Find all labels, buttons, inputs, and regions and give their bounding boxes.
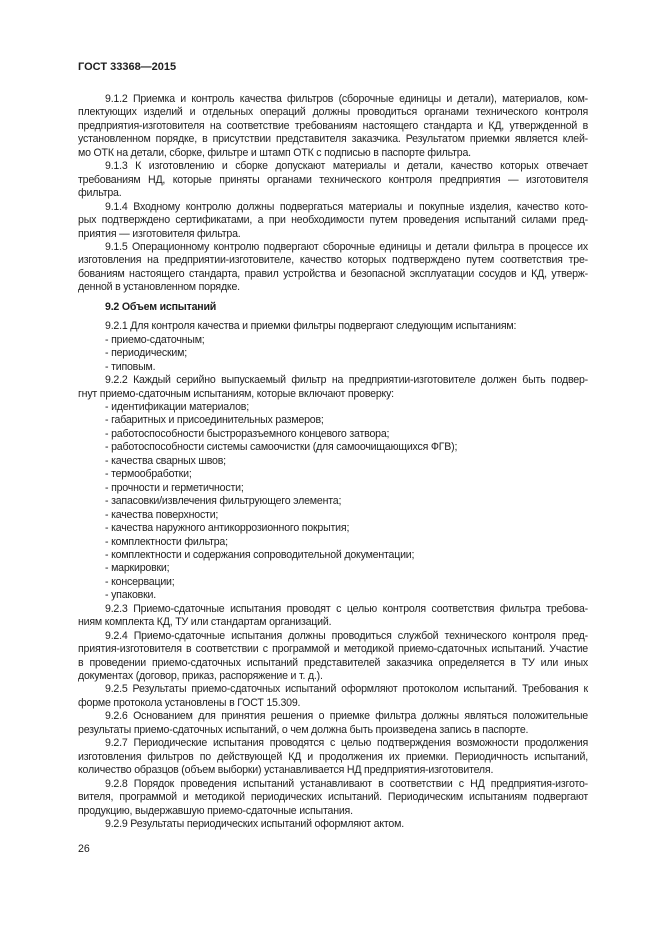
text-line: плектующих изделий и отдельных операций должны проводиться органами технического контроля [78, 106, 588, 119]
list-item: - идентификации материалов; [105, 400, 249, 413]
paragraph [78, 374, 588, 401]
text-line: мо ОТК на детали, сборке, фильтре и штамп ОТК с подписью в паспорте фильтра. [78, 146, 471, 159]
text-line: фильтра. [78, 187, 122, 200]
text-line: 9.1.4 Входному контролю должны подвергаться материалы и покупные изделия, качество кото- [105, 200, 588, 213]
document-header: ГОСТ 33368—2015 [78, 61, 177, 73]
page-number: 26 [78, 843, 90, 855]
list-item: - упаковки. [105, 589, 156, 602]
paragraph [78, 778, 588, 818]
text-line: 9.2.4 Приемо-сдаточные испытания должны проводиться службой технического контроля пред- [105, 629, 588, 642]
text-line: 9.1.2 Приемка и контроль качества фильтров (сборочные единицы и детали), материалов, ком- [105, 93, 588, 105]
text-line: изготовления фильтров по действующей КД и продолжения их приемки. Периодичность испытаний, [78, 750, 588, 763]
text-line: форме протокола установлены в ГОСТ 15.309. [78, 696, 301, 709]
text-line: 9.2.6 Основанием для принятия решения о приемке фильтра должны являться положительные [105, 710, 588, 723]
text-line: 9.2.9 Результаты периодических испытаний оформляют актом. [105, 818, 404, 831]
text-line: 9.2.2 Каждый серийно выпускаемый фильтр на предприятии-изготовителе должен быть подвер- [105, 374, 588, 387]
paragraph [78, 93, 588, 160]
paragraph [78, 630, 588, 684]
text-line: документах (договор, приказ, распоряжение и т. д.). [78, 670, 323, 683]
paragraph [78, 241, 588, 295]
paragraph [78, 737, 588, 777]
text-line: бованиям настоящего стандарта, правил устройства и безопасной эксплуатации сосудов и КД, утверж- [78, 267, 588, 280]
text-line: установленном порядке, в присутствии представителя заказчика. Результатом приемки является клей- [78, 133, 588, 146]
section-heading: 9.2 Объем испытаний [105, 300, 217, 313]
document-body [78, 93, 588, 831]
text-line: 9.2.1 Для контроля качества и приемки фильтры подвергают следующим испытаниям: [105, 320, 517, 333]
text-line: количество образцов (объем выборки) устанавливается НД предприятия-изготовителя. [78, 764, 494, 777]
text-line: рых подтверждено сертификатами, а при необходимости путем проведения испытаний силами пред- [78, 214, 588, 227]
text-line: в проведении приемо-сдаточных испытаний представителей заказчика определяется в ТУ или иных [78, 656, 588, 669]
text-line: предприятия-изготовителя на соответствие требованиям настоящего стандарта и КД, утвержденной в [78, 119, 588, 132]
text-line: изготовления на предприятии-изготовителе, качество которых подтверждено путем соответствия тре- [78, 254, 588, 267]
text-line: 9.2.7 Периодические испытания проводятся с целью подтверждения возможности продолжения [105, 737, 588, 750]
text-line: денной в установленном порядке. [78, 281, 240, 294]
paragraph [78, 201, 588, 241]
list-item: - запасовки/извлечения фильтрующего элемента; [105, 495, 342, 508]
text-line: 9.2.8 Порядок проведения испытаний устанавливают в соответствии с НД предприятия-изгото- [105, 777, 588, 790]
list-item: - термообработки; [105, 468, 192, 481]
text-line: приятия-изготовителя в соответствии с программой и методикой приемо-сдаточных испытаний. Участие [78, 643, 588, 656]
text-line: 9.1.5 Операционному контролю подвергают сборочные единицы и детали фильтра в процессе их [105, 240, 588, 253]
list-item: - периодическим; [105, 347, 187, 360]
list-item: - качества поверхности; [105, 508, 219, 521]
text-line: 9.2.3 Приемо-сдаточные испытания проводят с целью контроля соответствия фильтра требова- [105, 602, 588, 615]
list-item: - прочности и герметичности; [105, 481, 244, 494]
list-item: - работоспособности быстроразъемного концевого затвора; [105, 427, 390, 440]
text-line: требованиям НД, которые приняты органами технического контроля предприятия — изготовителя [78, 173, 588, 186]
list-item: - приемо-сдаточным; [105, 333, 205, 346]
list-item: - типовым. [105, 360, 156, 373]
text-line: результаты приемо-сдаточных испытаний, о чем должна быть произведена запись в паспорте. [78, 723, 529, 736]
list-item: - работоспособности системы самоочистки (для самоочищающихся ФГВ); [105, 441, 458, 454]
paragraph [78, 603, 588, 630]
paragraph [78, 818, 588, 831]
paragraph [78, 710, 588, 737]
text-line: приятия — изготовителя фильтра. [78, 227, 241, 240]
list-item: - маркировки; [105, 562, 170, 575]
paragraph [78, 320, 588, 333]
text-line: гнут приемо-сдаточным испытаниям, которые включают проверку: [78, 387, 394, 400]
text-line: 9.1.3 К изготовлению и сборке допускают материалы и детали, качество которых отвечает [105, 160, 588, 173]
text-line: вителя, программой и методикой периодических испытаний. Периодическим испытаниям подвергают [78, 791, 588, 804]
list-item: - качества сварных швов; [105, 454, 226, 467]
list-item: - консервации; [105, 575, 175, 588]
list-item: - качества наружного антикоррозионного покрытия; [105, 522, 350, 535]
paragraph [78, 160, 588, 200]
text-line: продукцию, выдержавшую приемо-сдаточные испытания. [78, 804, 353, 817]
list-item: - комплектности и содержания сопроводительной документации; [105, 548, 415, 561]
text-line: ниям комплекта КД, ТУ или стандартам организаций. [78, 616, 332, 629]
list-item: - габаритных и присоединительных размеров; [105, 414, 324, 427]
list-item: - комплектности фильтра; [105, 535, 228, 548]
paragraph [78, 683, 588, 710]
text-line: 9.2.5 Результаты приемо-сдаточных испытаний оформляют протоколом испытаний. Требования к [105, 683, 588, 696]
